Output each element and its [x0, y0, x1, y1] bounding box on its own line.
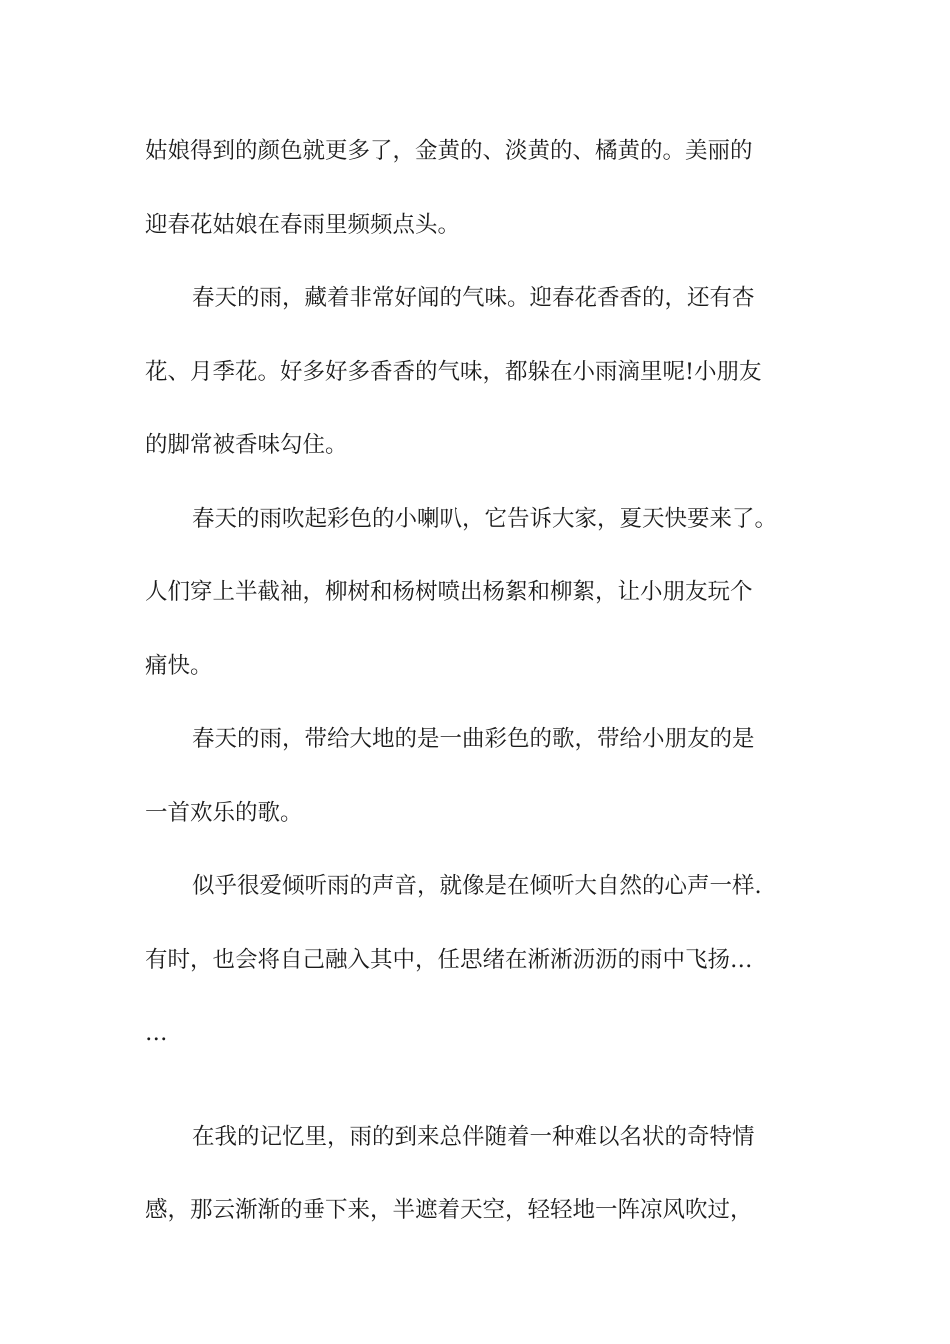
text-line: 迎春花姑娘在春雨里频频点头。	[145, 211, 461, 238]
text-line: 花、月季花。好多好多香香的气味，都躲在小雨滴里呢!小朋友	[145, 358, 762, 385]
text-line: 痛快。	[145, 652, 213, 679]
text-line: 的脚常被香味勾住。	[145, 432, 348, 458]
paragraph-start-line: 春天的雨吹起彩色的小喇叭，它告诉大家，夏天快要来了。	[192, 505, 778, 532]
text-line: 有时，也会将自己融入其中，任思绪在淅淅沥沥的雨中飞扬…	[145, 946, 753, 973]
paragraph-start-line: 似乎很爱倾听雨的声音，就像是在倾听大自然的心声一样.	[192, 873, 762, 899]
paragraph-start-line: 春天的雨，带给大地的是一曲彩色的歌，带给小朋友的是	[192, 726, 755, 752]
paragraph-gap	[145, 1084, 805, 1114]
text-line: 一首欢乐的歌。	[145, 799, 303, 826]
document-body	[145, 128, 805, 1261]
text-line: 人们穿上半截袖，柳树和杨树喷出杨絮和柳絮，让小朋友玩个	[145, 579, 753, 605]
paragraph-start-line: 在我的记忆里，雨的到来总伴随着一种难以名状的奇特情	[192, 1123, 755, 1150]
text-line: 感，那云渐渐的垂下来，半遮着天空，轻轻地一阵凉风吹过，	[145, 1197, 753, 1223]
paragraph-start-line: 春天的雨，藏着非常好闻的气味。迎春花香香的，还有杏	[192, 285, 755, 311]
text-line: …	[145, 1020, 168, 1046]
text-line: 姑娘得到的颜色就更多了，金黄的、淡黄的、橘黄的。美丽的	[145, 138, 753, 164]
